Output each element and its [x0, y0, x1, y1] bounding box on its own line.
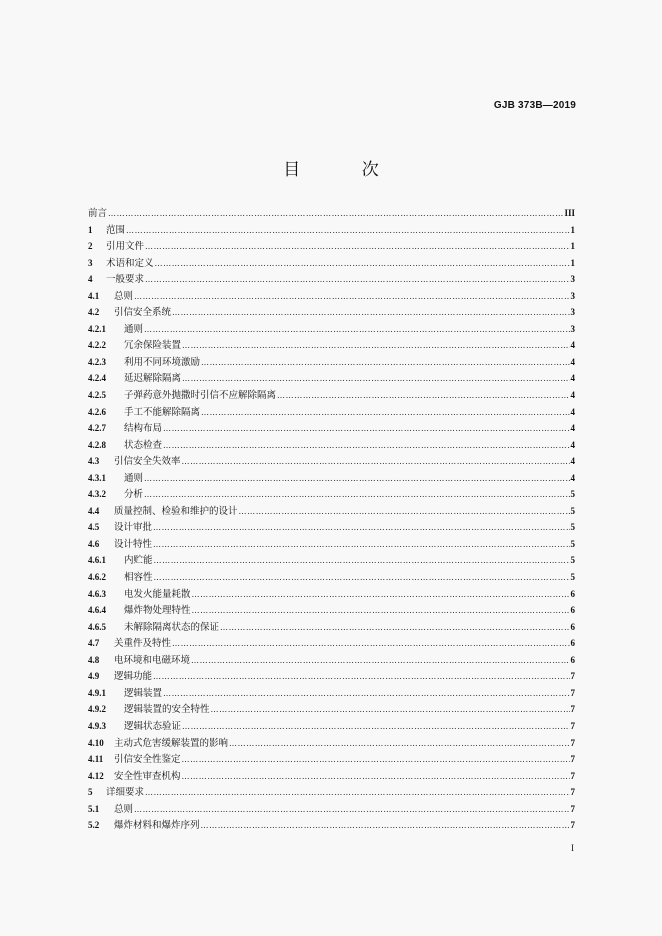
- toc-entry-number: 4.6.4: [88, 605, 106, 616]
- toc-entry-page: 5: [570, 555, 575, 566]
- toc-entry-label: 引信安全系统: [114, 307, 172, 319]
- toc-entry-label: 子弹药意外抛撒时引信不应解除隔离: [124, 390, 277, 402]
- toc-entry-number: 4.6: [88, 538, 100, 549]
- toc-entry-label: 详细要求: [106, 787, 145, 799]
- toc-entry-number: 4.2.2: [88, 340, 106, 351]
- dot-leader: [134, 289, 569, 306]
- dot-leader: [163, 438, 569, 455]
- toc-entry[interactable]: [88, 652, 575, 669]
- toc-entry-label: 前言: [88, 208, 108, 219]
- toc-entry-page: 4: [570, 423, 575, 434]
- toc-entry-number: 4.2.4: [88, 373, 106, 384]
- toc-entry-page: 7: [570, 803, 575, 814]
- toc-entry-page: 1: [570, 257, 575, 268]
- toc-entry-number: 4.6.1: [88, 555, 106, 566]
- dot-leader: [126, 223, 569, 240]
- toc-entry-number: 4.2.3: [88, 356, 106, 367]
- toc-entry[interactable]: [88, 271, 575, 288]
- toc-entry-page: 4: [570, 390, 575, 401]
- toc-entry-label: 主动式危害缓解装置的影响: [114, 737, 229, 749]
- toc-entry-number: 4.6.2: [88, 572, 106, 583]
- toc-entry-page: 4: [570, 472, 575, 483]
- toc-entry[interactable]: [88, 586, 575, 603]
- toc-entry-label: 电环境和电磁环境: [114, 654, 191, 666]
- toc-entry[interactable]: [88, 718, 575, 735]
- toc-entry-number: 4.2.1: [88, 323, 106, 334]
- dot-leader: [144, 471, 569, 488]
- toc-entry-page: 4: [570, 356, 575, 367]
- dot-leader: [163, 421, 569, 438]
- toc-entry-number: 4.3.1: [88, 472, 106, 483]
- dot-leader: [191, 653, 569, 670]
- dot-leader: [192, 603, 570, 620]
- page-title: 目 次: [283, 160, 407, 180]
- toc-entry-label: 爆炸材料和爆炸序列: [114, 820, 200, 832]
- toc-entry-page: 7: [570, 671, 575, 682]
- dot-leader: [172, 305, 569, 322]
- dot-leader: [277, 388, 569, 405]
- toc-entry-page: 7: [570, 820, 575, 831]
- toc-entry-number: 4.7: [88, 638, 100, 649]
- page-number: I: [571, 843, 574, 853]
- dot-leader: [182, 371, 569, 388]
- dot-leader: [153, 669, 569, 686]
- toc-entry-page: 4: [570, 340, 575, 351]
- dot-leader: [155, 256, 570, 273]
- toc-entry-label: 逻辑状态验证: [124, 720, 182, 732]
- toc-entry-page: 6: [570, 638, 575, 649]
- toc-entry-label: 逻辑装置的安全特性: [124, 704, 210, 716]
- dot-leader: [201, 818, 570, 835]
- toc-entry-label: 分析: [124, 489, 144, 501]
- dot-leader: [182, 719, 569, 736]
- toc-entry-page: 3: [570, 290, 575, 301]
- toc-entry[interactable]: [88, 817, 575, 834]
- dot-leader: [145, 272, 569, 289]
- toc-entry-number: 4.6.3: [88, 588, 106, 599]
- toc-entry-number: 4.11: [88, 754, 104, 765]
- toc-entry-label: 术语和定义: [106, 257, 154, 269]
- dot-leader: [153, 520, 569, 537]
- document-code: GJB 373B—2019: [493, 100, 576, 111]
- toc-entry-number: 5: [88, 787, 93, 798]
- toc-entry-number: 4.9.1: [88, 687, 106, 698]
- toc-entry-label: 引信安全失效率: [114, 456, 181, 468]
- dot-leader: [220, 620, 569, 637]
- toc-entry-label: 范围: [106, 224, 126, 236]
- toc-entry[interactable]: [88, 238, 575, 255]
- toc-entry-page: 7: [570, 754, 575, 765]
- toc-entry-number: 4.9.3: [88, 720, 106, 731]
- toc-entry-number: 4.4: [88, 505, 100, 516]
- toc-entry-label: 状态检查: [124, 439, 163, 451]
- toc-entry-number: 2: [88, 241, 93, 252]
- toc-entry[interactable]: [88, 751, 575, 768]
- toc-entry-page: 5: [570, 505, 575, 516]
- toc-entry-number: 4.2.5: [88, 390, 106, 401]
- toc-entry-number: 4.2.6: [88, 406, 106, 417]
- toc-entry-page: 1: [570, 224, 575, 235]
- table-of-contents: [88, 205, 575, 834]
- toc-entry[interactable]: [88, 801, 575, 818]
- toc-entry-number: 4.1: [88, 290, 100, 301]
- toc-entry-label: 冗余保险装置: [124, 340, 182, 352]
- toc-entry-label: 关重件及特性: [114, 638, 172, 650]
- toc-entry[interactable]: [88, 205, 575, 222]
- toc-entry-page: 6: [570, 605, 575, 616]
- dot-leader: [154, 553, 570, 570]
- toc-entry-label: 总则: [114, 803, 134, 815]
- dot-leader: [144, 487, 569, 504]
- toc-entry[interactable]: [88, 321, 575, 338]
- toc-entry-label: 通则: [124, 472, 144, 484]
- toc-entry[interactable]: [88, 255, 575, 272]
- toc-entry-label: 相容性: [124, 572, 153, 584]
- dot-leader: [134, 802, 569, 819]
- toc-entry-number: 3: [88, 257, 93, 268]
- toc-entry-page: 1: [570, 241, 575, 252]
- toc-entry-label: 手工不能解除隔离: [124, 406, 201, 418]
- toc-entry[interactable]: [88, 304, 575, 321]
- toc-entry[interactable]: [88, 453, 575, 470]
- toc-entry[interactable]: [88, 437, 575, 454]
- toc-entry[interactable]: [88, 701, 575, 718]
- dot-leader: [108, 206, 563, 223]
- toc-entry-number: 4.3: [88, 456, 100, 467]
- toc-entry[interactable]: [88, 602, 575, 619]
- toc-entry-label: 逻辑功能: [114, 671, 153, 683]
- dot-leader: [201, 355, 569, 372]
- toc-entry-page: 7: [570, 737, 575, 748]
- toc-entry-label: 安全性审查机构: [114, 770, 181, 782]
- toc-entry-page: 4: [570, 373, 575, 384]
- toc-entry-page: 5: [570, 489, 575, 500]
- toc-entry[interactable]: [88, 735, 575, 752]
- dot-leader: [182, 769, 570, 786]
- toc-entry-number: 4.2: [88, 307, 100, 318]
- toc-entry-page: 6: [570, 654, 575, 665]
- toc-entry-page: 4: [570, 439, 575, 450]
- toc-entry[interactable]: [88, 635, 575, 652]
- toc-entry[interactable]: [88, 354, 575, 371]
- dot-leader: [182, 338, 569, 355]
- dot-leader: [145, 239, 569, 256]
- toc-entry[interactable]: [88, 222, 575, 239]
- dot-leader: [201, 405, 569, 422]
- dot-leader: [172, 636, 569, 653]
- dot-leader: [229, 736, 569, 753]
- toc-entry-label: 未解除隔离状态的保证: [124, 621, 220, 633]
- dot-leader: [239, 504, 570, 521]
- toc-entry-page: 7: [570, 770, 575, 781]
- toc-entry-label: 引信安全性鉴定: [114, 754, 181, 766]
- toc-entry-label: 延迟解除隔离: [124, 373, 182, 385]
- dot-leader: [153, 537, 569, 554]
- toc-entry-page: 7: [570, 720, 575, 731]
- toc-entry-page: 5: [570, 522, 575, 533]
- toc-entry-page: 3: [570, 307, 575, 318]
- toc-entry-page: 5: [570, 538, 575, 549]
- toc-entry-label: 设计审批: [114, 522, 153, 534]
- toc-entry[interactable]: [88, 784, 575, 801]
- toc-entry[interactable]: [88, 337, 575, 354]
- toc-entry[interactable]: [88, 288, 575, 305]
- toc-entry-page: 4: [570, 456, 575, 467]
- dot-leader: [144, 322, 569, 339]
- toc-entry-number: 4.10: [88, 737, 104, 748]
- toc-entry-label: 内贮能: [124, 555, 153, 567]
- toc-entry-number: 4.2.8: [88, 439, 106, 450]
- toc-entry[interactable]: [88, 569, 575, 586]
- toc-entry-number: 4.9.2: [88, 704, 106, 715]
- toc-entry-page: 7: [570, 787, 575, 798]
- toc-entry[interactable]: [88, 486, 575, 503]
- toc-entry[interactable]: [88, 370, 575, 387]
- toc-entry-label: 通则: [124, 323, 144, 335]
- toc-entry-page: 5: [570, 572, 575, 583]
- toc-entry-number: 4.9: [88, 671, 100, 682]
- toc-entry-page: 6: [570, 621, 575, 632]
- toc-entry-number: 4.5: [88, 522, 100, 533]
- toc-entry-page: 6: [570, 588, 575, 599]
- toc-entry-number: 4.12: [88, 770, 104, 781]
- toc-entry[interactable]: [88, 404, 575, 421]
- toc-entry[interactable]: [88, 536, 575, 553]
- toc-entry-label: 设计特性: [114, 538, 153, 550]
- toc-entry[interactable]: [88, 768, 575, 785]
- toc-entry-label: 电发火能量耗散: [124, 588, 191, 600]
- toc-entry-page: 3: [570, 323, 575, 334]
- toc-entry-number: 1: [88, 224, 93, 235]
- toc-entry[interactable]: [88, 519, 575, 536]
- dot-leader: [192, 587, 570, 604]
- toc-entry-label: 爆炸物处理特性: [124, 605, 191, 617]
- toc-entry[interactable]: [88, 685, 575, 702]
- toc-entry-label: 引用文件: [106, 241, 145, 253]
- dot-leader: [163, 686, 569, 703]
- toc-entry-label: 利用不同环境激励: [124, 356, 201, 368]
- dot-leader: [211, 702, 570, 719]
- toc-entry-number: 4.2.7: [88, 423, 106, 434]
- toc-entry-label: 一般要求: [106, 274, 145, 286]
- dot-leader: [182, 454, 570, 471]
- toc-entry[interactable]: [88, 387, 575, 404]
- toc-entry-label: 总则: [114, 290, 134, 302]
- toc-entry-label: 逻辑装置: [124, 687, 163, 699]
- toc-entry-number: 5.1: [88, 803, 100, 814]
- dot-leader: [182, 752, 570, 769]
- toc-entry-page: 3: [570, 274, 575, 285]
- toc-entry-number: 4: [88, 274, 93, 285]
- toc-entry-page: III: [564, 208, 575, 218]
- toc-entry-page: 7: [570, 687, 575, 698]
- dot-leader: [154, 570, 570, 587]
- toc-entry[interactable]: [88, 420, 575, 437]
- toc-entry-page: 7: [570, 704, 575, 715]
- toc-entry-number: 4.6.5: [88, 621, 106, 632]
- toc-entry[interactable]: [88, 619, 575, 636]
- toc-entry-label: 质量控制、检验和维护的设计: [114, 505, 238, 517]
- toc-entry[interactable]: [88, 503, 575, 520]
- dot-leader: [145, 785, 569, 802]
- toc-entry[interactable]: [88, 470, 575, 487]
- toc-entry[interactable]: [88, 668, 575, 685]
- toc-entry-page: 4: [570, 406, 575, 417]
- toc-entry[interactable]: [88, 552, 575, 569]
- toc-entry-number: 4.3.2: [88, 489, 106, 500]
- toc-entry-number: 4.8: [88, 654, 100, 665]
- toc-entry-label: 结构布局: [124, 423, 163, 435]
- toc-entry-number: 5.2: [88, 820, 100, 831]
